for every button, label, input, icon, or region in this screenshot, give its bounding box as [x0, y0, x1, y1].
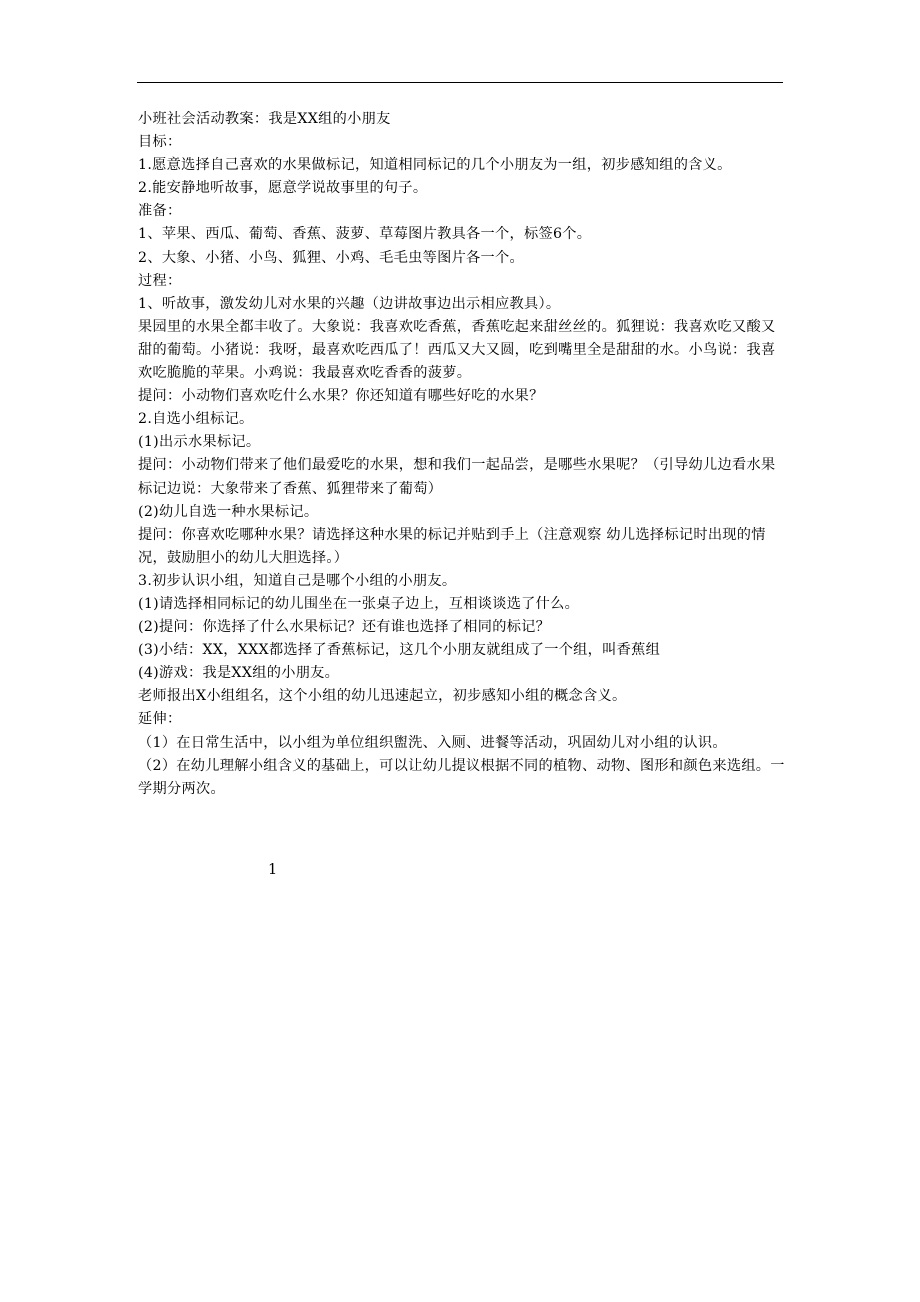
goal-item-1: 1.愿意选择自己喜欢的水果做标记，知道相同标记的几个小朋友为一组，初步感知组的含义。: [138, 157, 732, 174]
process-step-3: 3.初步认识小组，知道自己是哪个小组的小朋友。: [138, 572, 457, 589]
extension-item-1: （1）在日常生活中，以小组为单位组织盥洗、入厕、进餐等活动，巩固幼儿对小组的认识。: [138, 734, 727, 751]
teacher-instruction: 老师报出X小组组名，这个小组的幼儿迅速起立，初步感知小组的概念含义。: [138, 688, 627, 705]
question-3: 提问：你喜欢吃哪种水果？请选择这种水果的标记并贴到手上（注意观察 幼儿选择标记时出现的情况，鼓励胆小的幼儿大胆选择。）: [138, 526, 766, 566]
section-heading-extension: 延伸：: [138, 711, 182, 728]
sub-step-3-2: (2)提问：你选择了什么水果标记？还有谁也选择了相同的标记？: [138, 619, 551, 636]
sub-step-2-1: (1)出示水果标记。: [138, 434, 261, 451]
extension-item-2: （2）在幼儿理解小组含义的基础上，可以让幼儿提议根据不同的植物、动物、图形和颜色来选组。一学期分两次。: [138, 757, 785, 797]
goal-item-2: 2.能安静地听故事，愿意学说故事里的句子。: [138, 180, 428, 197]
preparation-item-2: 2、大象、小猪、小鸟、狐狸、小鸡、毛毛虫等图片各一个。: [138, 249, 525, 266]
preparation-item-1: 1、苹果、西瓜、葡萄、香蕉、菠萝、草莓图片教具各一个，标签6个。: [138, 226, 592, 243]
process-step-2: 2.自选小组标记。: [138, 411, 254, 428]
section-heading-goals: 目标：: [138, 134, 182, 151]
page-number: 1: [268, 862, 278, 878]
sub-step-3-1: (1)请选择相同标记的幼儿围坐在一张桌子边上，互相谈谈选了什么。: [138, 595, 580, 612]
document-title: 小班社会活动教案：我是XX组的小朋友: [138, 111, 391, 127]
document-body: [138, 108, 786, 801]
sub-step-3-3: (3)小结：XX，XXX都选择了香蕉标记，这几个小朋友就组成了一个组，叫香蕉组: [138, 642, 661, 659]
question-1: 提问：小动物们喜欢吃什么水果？你还知道有哪些好吃的水果？: [138, 388, 544, 405]
section-heading-preparation: 准备：: [138, 203, 182, 220]
process-step-1: 1、听故事，激发幼儿对水果的兴趣（边讲故事边出示相应教具）。: [138, 295, 561, 312]
header-rule: [137, 82, 783, 83]
story-text: 果园里的水果全都丰收了。大象说：我喜欢吃香蕉，香蕉吃起来甜丝丝的。狐狸说：我喜欢吃又酸又甜的葡萄。小猪说：我呀，最喜欢吃西瓜了！西瓜又大又圆，吃到嘴里全是甜甜的水。小鸟说：我喜欢吃脆脆的苹果。小鸡说：我最喜欢吃香香的菠萝。: [138, 318, 776, 382]
sub-step-3-4: (4)游戏：我是XX组的小朋友。: [138, 665, 340, 682]
section-heading-process: 过程：: [138, 272, 182, 289]
question-2: 提问：小动物们带来了他们最爱吃的水果，想和我们一起品尝，是哪些水果呢？（引导幼儿边看水果标记边说：大象带来了香蕉、狐狸带来了葡萄）: [138, 457, 776, 497]
sub-step-2-2: (2)幼儿自选一种水果标记。: [138, 503, 319, 520]
